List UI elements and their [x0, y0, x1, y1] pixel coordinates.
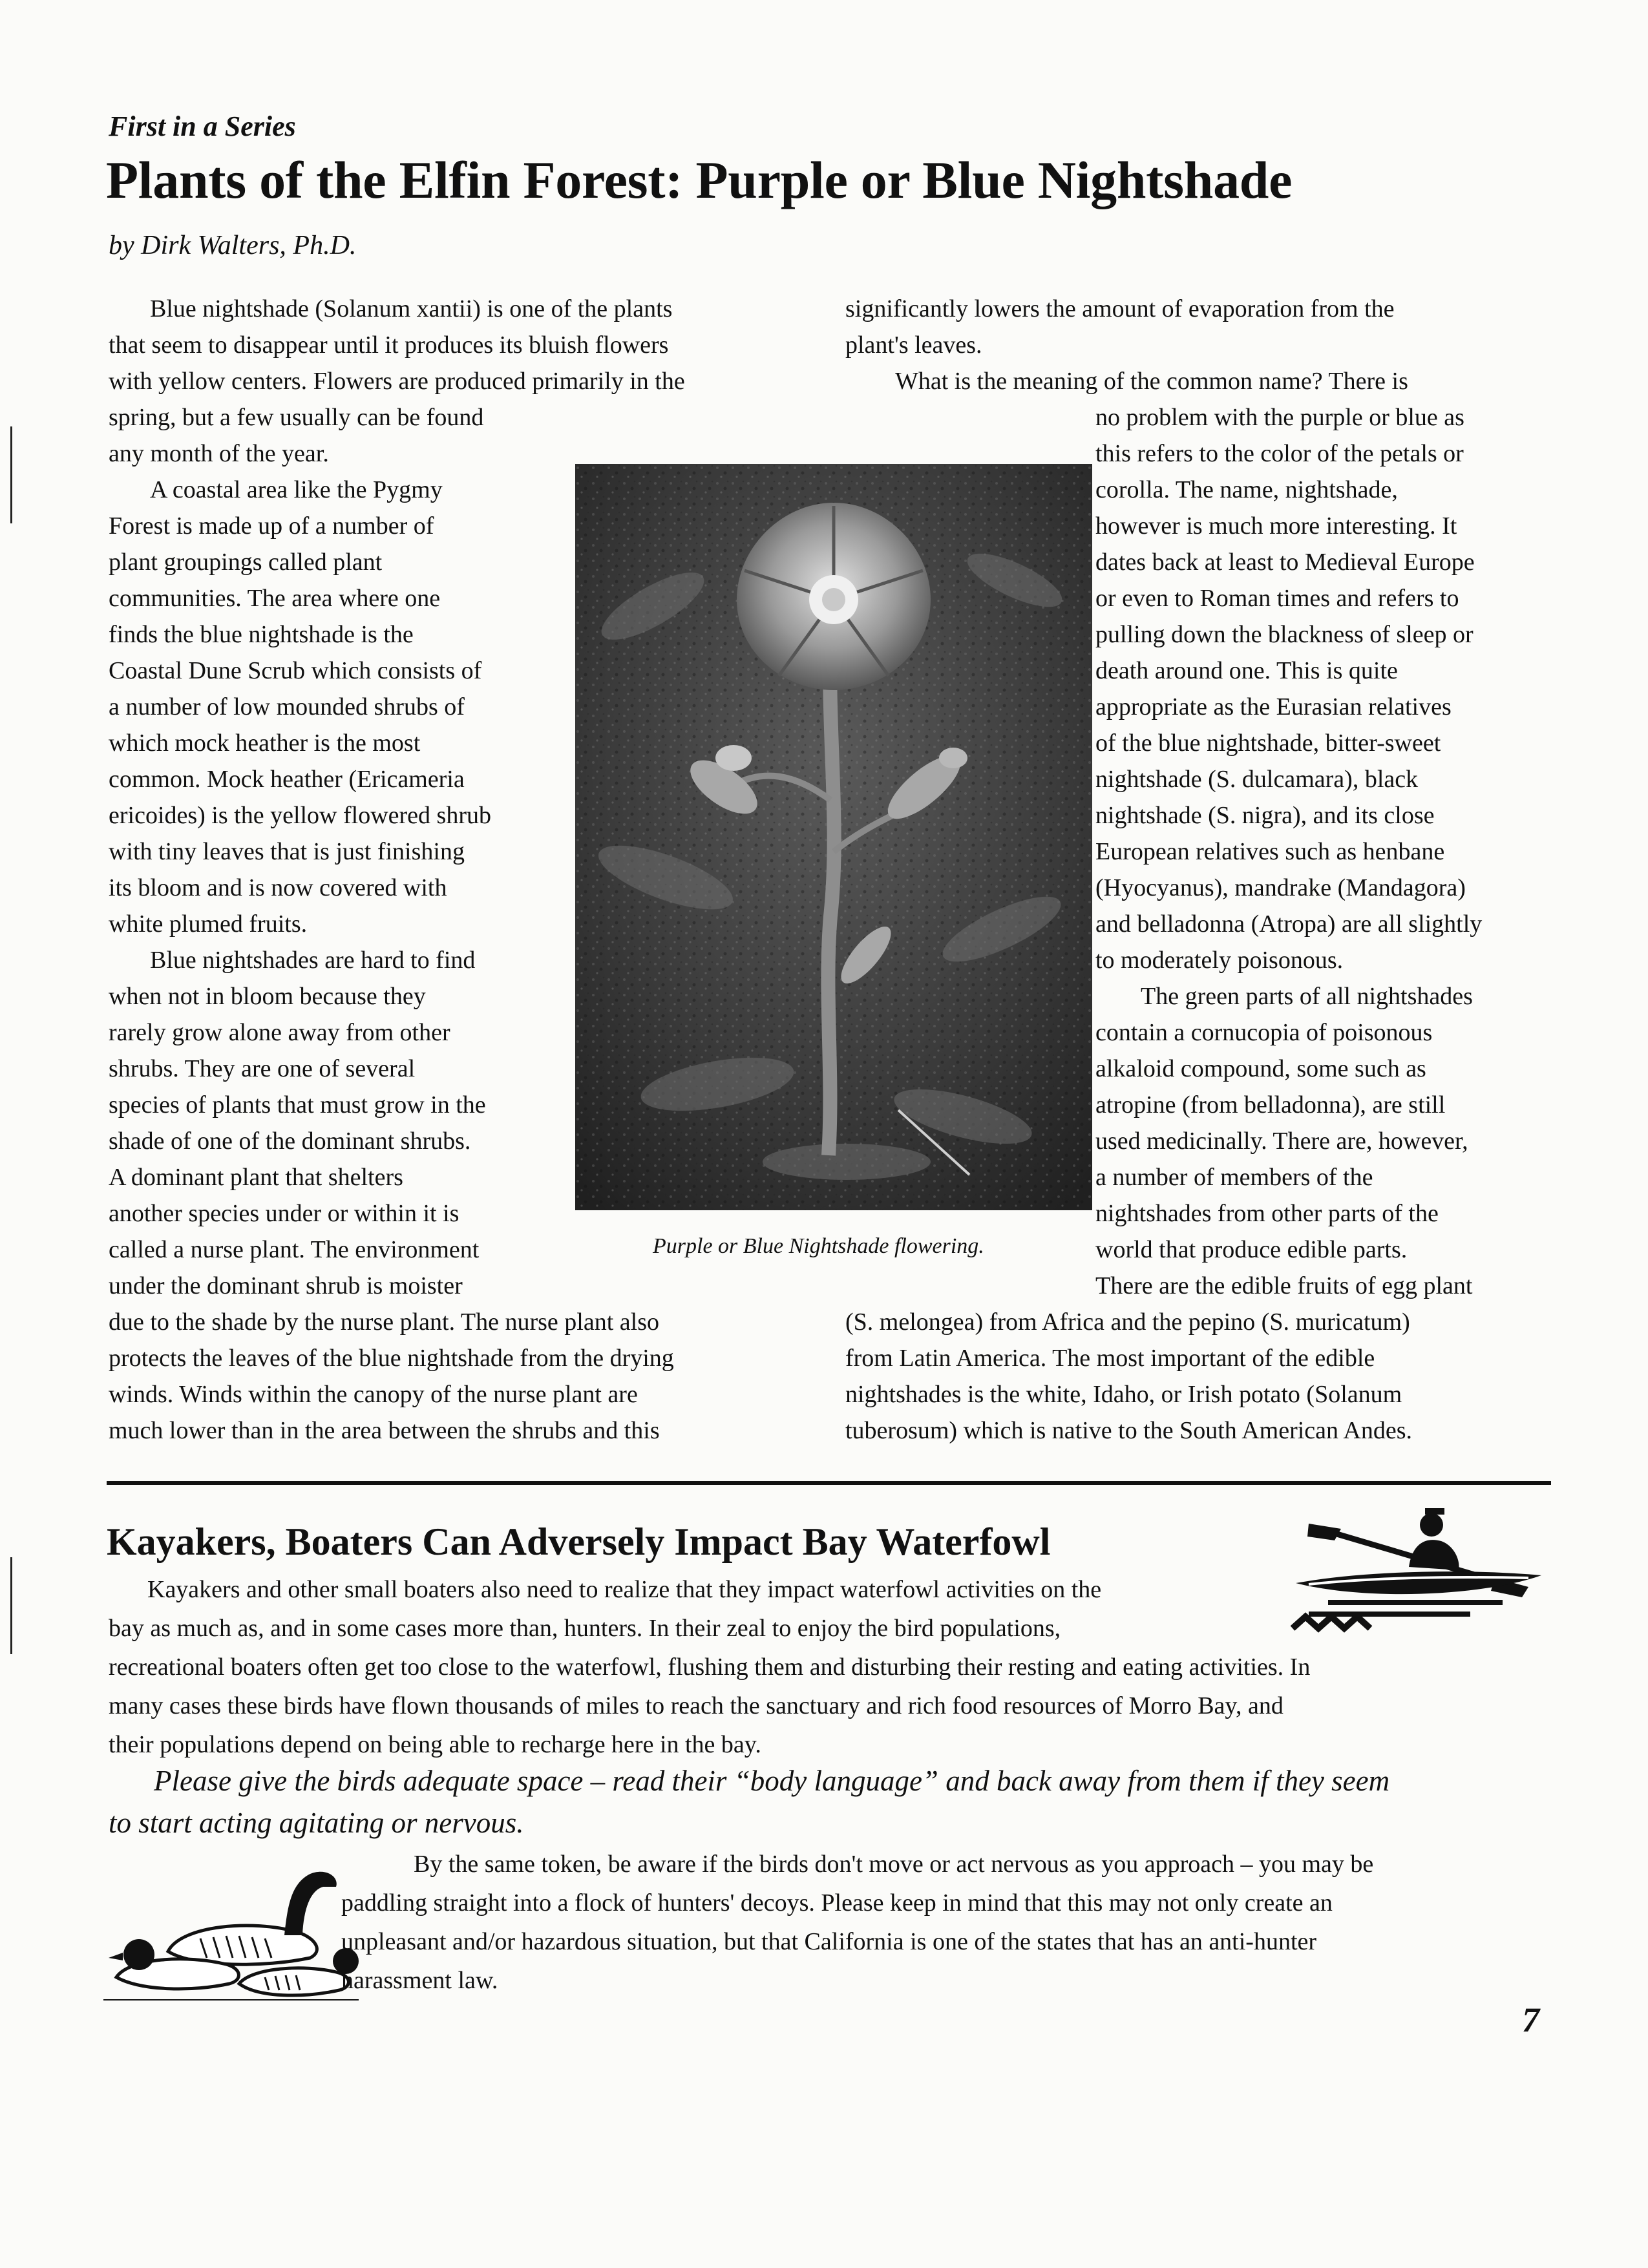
body-line: spring, but a few usually can be found: [109, 404, 484, 431]
body-line: (S. melongea) from Africa and the pepino (S. muricatum): [845, 1308, 1410, 1336]
body-line: species of plants that must grow in the: [109, 1091, 486, 1118]
body-line: There are the edible fruits of egg plant: [1095, 1272, 1473, 1299]
body-line: a number of members of the: [1095, 1164, 1373, 1191]
kayak-closing-line: By the same token, be aware if the birds don't move or act nervous as you approach – you may be: [414, 1851, 1374, 1878]
body-line: nightshades from other parts of the: [1095, 1200, 1439, 1227]
plea-line: Please give the birds adequate space – read their “body language” and back away from them if they seem: [154, 1765, 1390, 1797]
body-line: pulling down the blackness of sleep or: [1095, 621, 1474, 648]
body-line: Forest is made up of a number of: [109, 512, 434, 540]
body-line: death around one. This is quite: [1095, 657, 1398, 684]
byline: by Dirk Walters, Ph.D.: [109, 231, 357, 260]
body-line: no problem with the purple or blue as: [1095, 404, 1464, 431]
body-line: a number of low mounded shrubs of: [109, 693, 465, 720]
body-line: to moderately poisonous.: [1095, 947, 1344, 974]
photo-caption: Purple or Blue Nightshade flowering.: [653, 1234, 984, 1258]
body-line: much lower than in the area between the shrubs and this: [109, 1417, 660, 1444]
body-line: significantly lowers the amount of evaporation from the: [845, 295, 1395, 322]
kayak-closing-line: unpleasant and/or hazardous situation, but that California is one of the states that has an anti-hunter: [341, 1928, 1317, 1955]
kayak-article-title: Kayakers, Boaters Can Adversely Impact Bay Waterfowl: [107, 1520, 1051, 1563]
body-line: common. Mock heather (Ericameria: [109, 766, 465, 793]
body-line: due to the shade by the nurse plant. The nurse plant also: [109, 1308, 659, 1336]
body-line: Blue nightshades are hard to find: [150, 947, 476, 974]
body-line: rarely grow alone away from other: [109, 1019, 450, 1046]
article-title: Plants of the Elfin Forest: Purple or Blue Nightshade: [106, 151, 1293, 209]
kayak-body-line: bay as much as, and in some cases more than, hunters. In their zeal to enjoy the bird populations,: [109, 1615, 1061, 1642]
body-line: this refers to the color of the petals or: [1095, 440, 1464, 467]
margin-mark: [10, 1557, 12, 1654]
body-line: or even to Roman times and refers to: [1095, 585, 1459, 612]
body-line: nightshade (S. dulcamara), black: [1095, 766, 1419, 793]
body-line: winds. Winds within the canopy of the nurse plant are: [109, 1381, 638, 1408]
series-kicker: First in a Series: [109, 110, 296, 142]
body-line: ericoides) is the yellow flowered shrub: [109, 802, 491, 829]
body-line: corolla. The name, nightshade,: [1095, 476, 1398, 503]
kayak-body-line: Kayakers and other small boaters also need to realize that they impact waterfowl activities on the: [147, 1576, 1102, 1603]
body-line: with tiny leaves that is just finishing: [109, 838, 465, 865]
body-line: tuberosum) which is native to the South American Andes.: [845, 1417, 1413, 1444]
body-line: appropriate as the Eurasian relatives: [1095, 693, 1452, 720]
body-line: any month of the year.: [109, 440, 329, 467]
body-line: alkaloid compound, some such as: [1095, 1055, 1426, 1082]
body-line: What is the meaning of the common name? There is: [895, 368, 1408, 395]
body-line: of the blue nightshade, bitter-sweet: [1095, 730, 1441, 757]
duck-decoys-icon: [103, 1854, 359, 2010]
kayak-body-line: their populations depend on being able to recharge here in the bay.: [109, 1731, 761, 1758]
page-number: 7: [1522, 2000, 1539, 2039]
body-line: nightshade (S. nigra), and its close: [1095, 802, 1435, 829]
body-line: atropine (from belladonna), are still: [1095, 1091, 1446, 1118]
kayaker-icon: [1289, 1506, 1545, 1638]
body-line: Blue nightshade (Solanum xantii) is one of the plants: [150, 295, 673, 322]
body-line: shade of one of the dominant shrubs.: [109, 1128, 471, 1155]
body-line: A coastal area like the Pygmy: [150, 476, 443, 503]
body-line: shrubs. They are one of several: [109, 1055, 416, 1082]
kayak-closing-line: harassment law.: [341, 1967, 498, 1994]
body-line: when not in bloom because they: [109, 983, 426, 1010]
section-divider: [107, 1481, 1551, 1485]
body-line: and belladonna (Atropa) are all slightly: [1095, 910, 1483, 938]
body-line: contain a cornucopia of poisonous: [1095, 1019, 1433, 1046]
body-line: Coastal Dune Scrub which consists of: [109, 657, 482, 684]
body-line: with yellow centers. Flowers are produced primarily in the: [109, 368, 685, 395]
kayak-body-line: many cases these birds have flown thousands of miles to reach the sanctuary and rich food resources of Morro Bay, and: [109, 1692, 1284, 1719]
kayak-body-line: recreational boaters often get too close to the waterfowl, flushing them and disturbing their resting and eating activities. In: [109, 1654, 1311, 1681]
body-line: protects the leaves of the blue nightshade from the drying: [109, 1345, 674, 1372]
body-line: dates back at least to Medieval Europe: [1095, 549, 1475, 576]
body-line: which mock heather is the most: [109, 730, 421, 757]
body-line: A dominant plant that shelters: [109, 1164, 403, 1191]
margin-mark: [10, 426, 12, 523]
body-line: that seem to disappear until it produces its bluish flowers: [109, 331, 669, 359]
body-line: white plumed fruits.: [109, 910, 308, 938]
body-line: finds the blue nightshade is the: [109, 621, 414, 648]
plea-line: to start acting agitating or nervous.: [109, 1807, 524, 1839]
body-line: under the dominant shrub is moister: [109, 1272, 463, 1299]
body-line: called a nurse plant. The environment: [109, 1236, 480, 1263]
body-line: European relatives such as henbane: [1095, 838, 1445, 865]
body-line: world that produce edible parts.: [1095, 1236, 1408, 1263]
nightshade-photo: [575, 464, 1092, 1210]
body-line: plant groupings called plant: [109, 549, 383, 576]
body-line: The green parts of all nightshades: [1141, 983, 1473, 1010]
body-line: used medicinally. There are, however,: [1095, 1128, 1468, 1155]
body-line: its bloom and is now covered with: [109, 874, 447, 901]
body-line: however is much more interesting. It: [1095, 512, 1457, 540]
body-line: another species under or within it is: [109, 1200, 460, 1227]
body-line: nightshades is the white, Idaho, or Irish potato (Solanum: [845, 1381, 1402, 1408]
kayak-closing-line: paddling straight into a flock of hunters' decoys. Please keep in mind that this may not only create an: [341, 1889, 1333, 1916]
body-line: plant's leaves.: [845, 331, 982, 359]
body-line: communities. The area where one: [109, 585, 441, 612]
body-line: from Latin America. The most important of the edible: [845, 1345, 1375, 1372]
body-line: (Hyocyanus), mandrake (Mandagora): [1095, 874, 1466, 901]
